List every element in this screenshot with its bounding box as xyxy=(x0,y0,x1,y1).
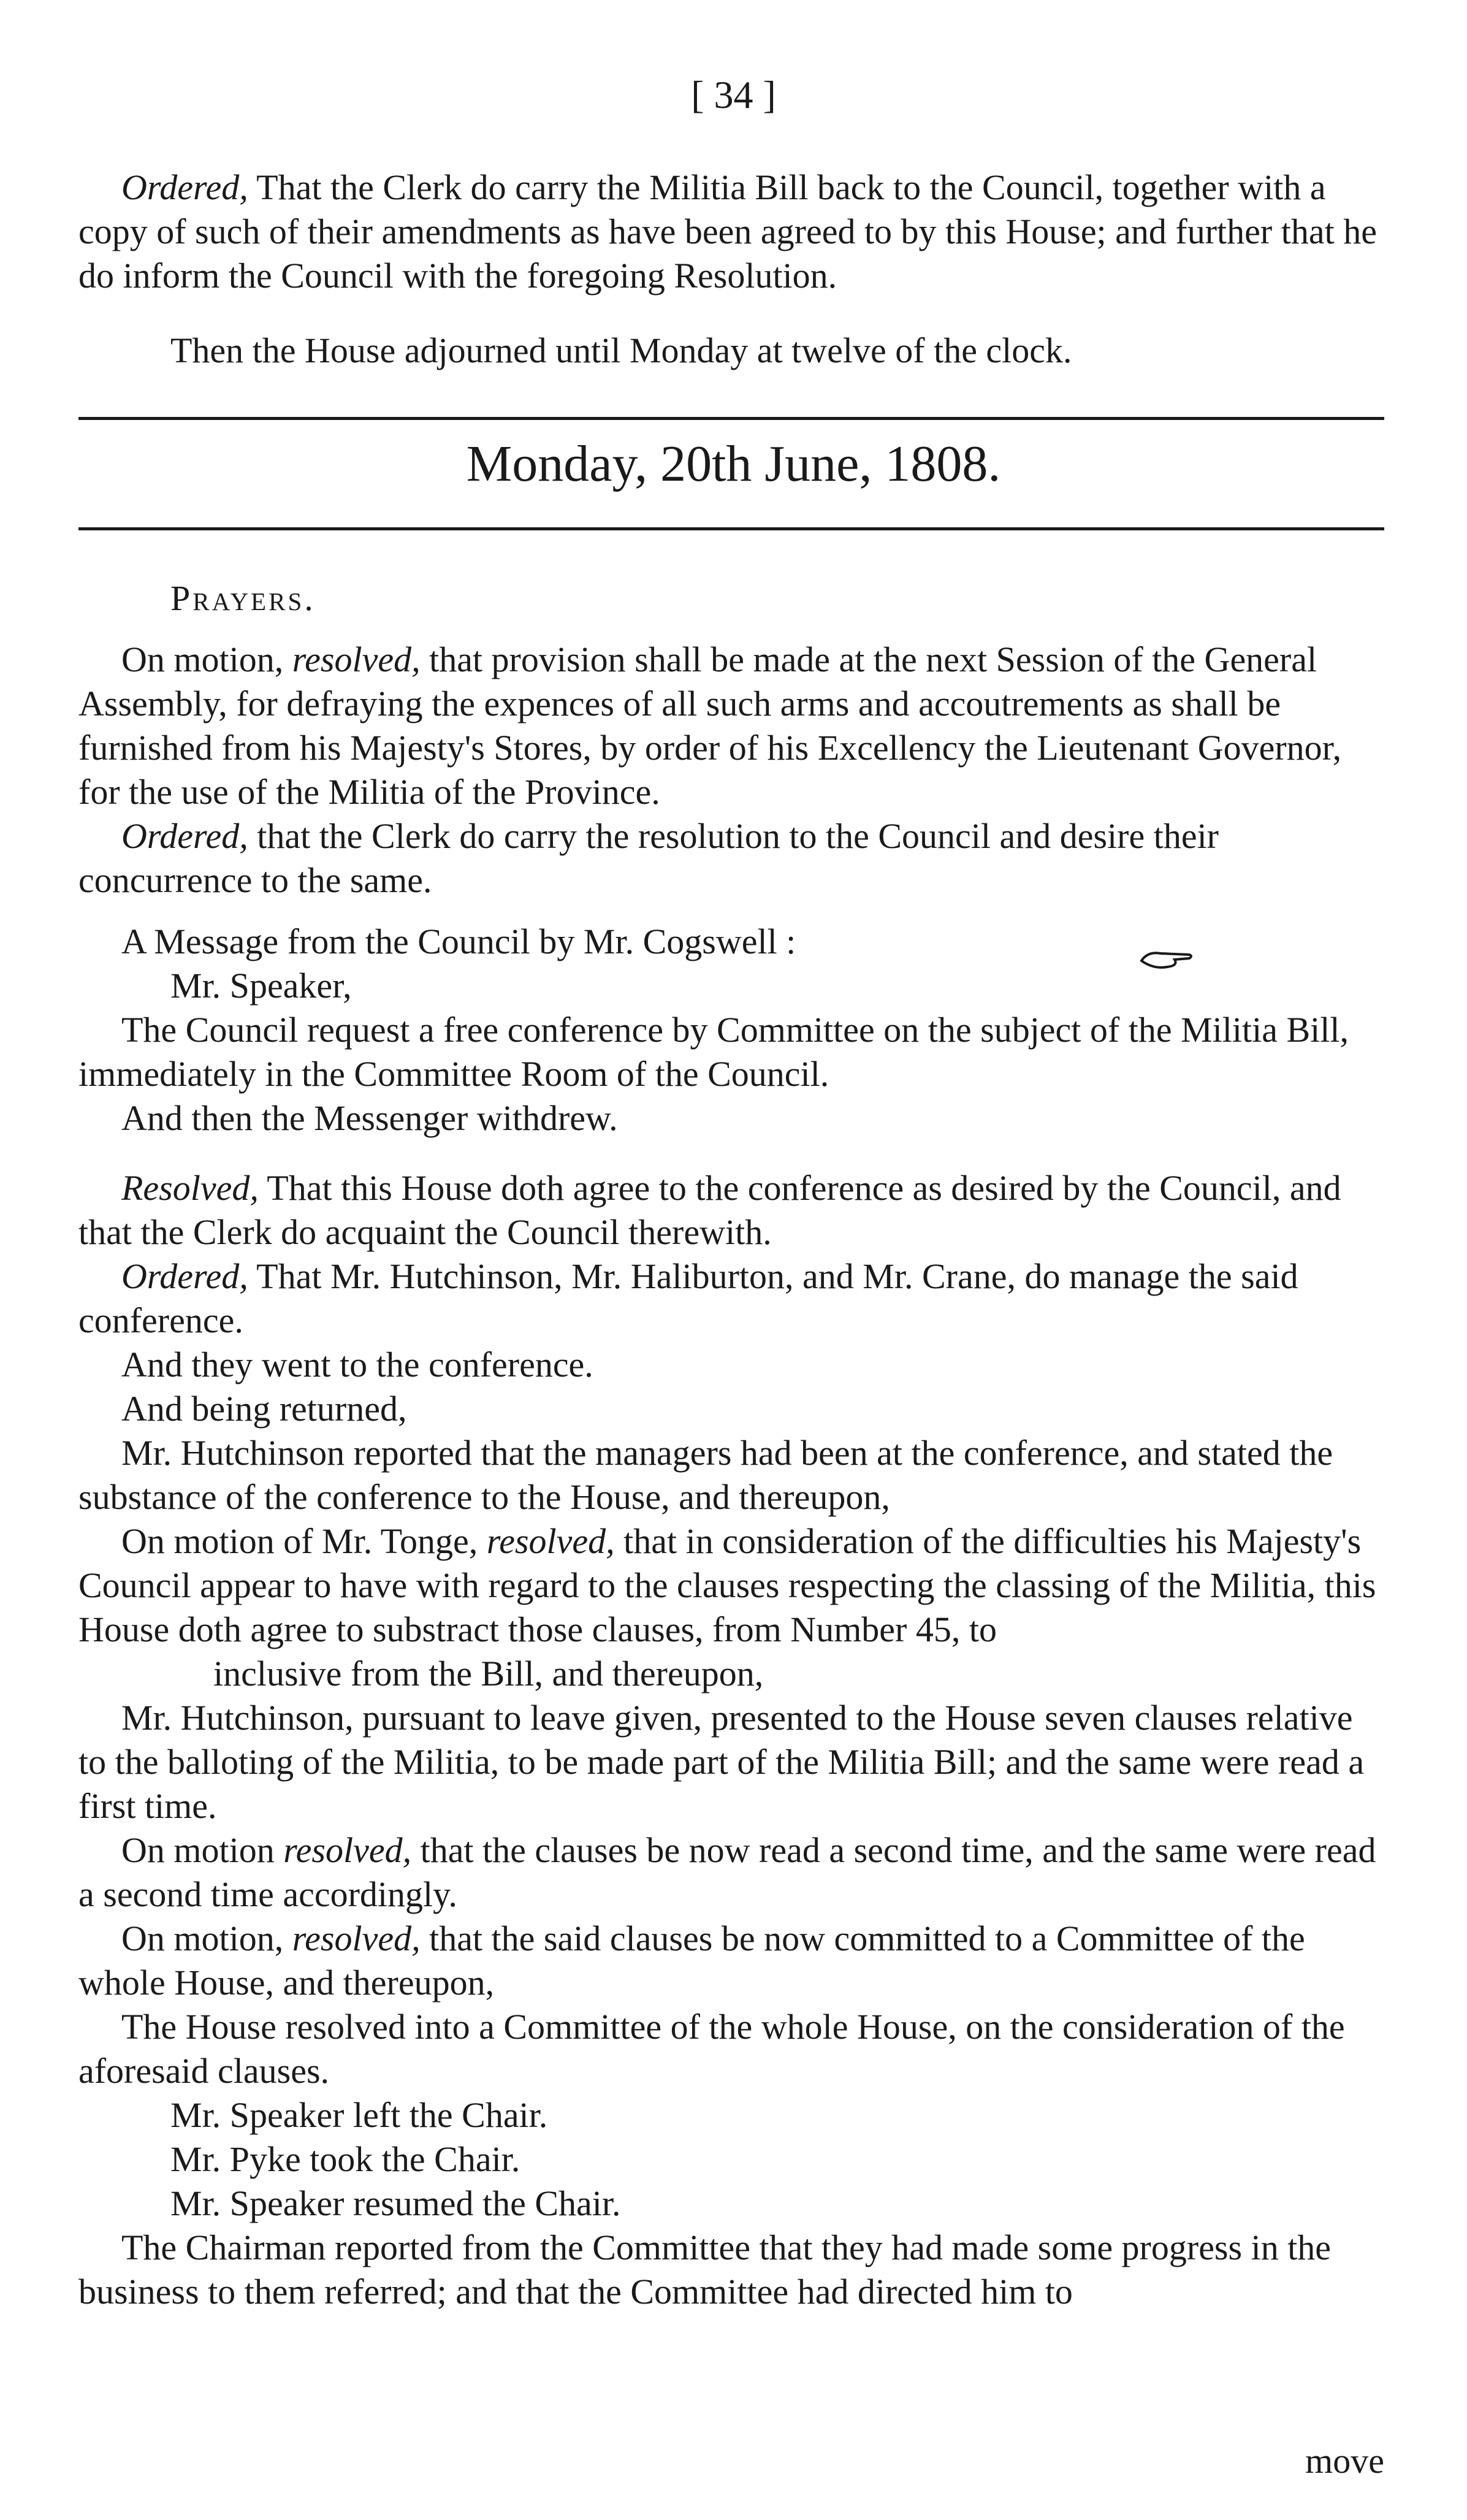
rule-top xyxy=(78,417,1384,420)
speaker-resumed-line: Mr. Speaker resumed the Chair. xyxy=(170,2183,621,2223)
resolved-conference-paragraph: Resolved, That this House doth agree to the conference as desired by the Council, and that the Clerk do acquaint the Council therewith. xyxy=(78,1168,1341,1252)
managers-paragraph: Ordered, That Mr. Hutchinson, Mr. Haliburton, and Mr. Crane, do manage the said conference. xyxy=(78,1256,1298,1340)
date-heading: Monday, 20th June, 1808. xyxy=(466,435,1001,492)
rule-bottom xyxy=(78,527,1384,530)
speaker-left-line: Mr. Speaker left the Chair. xyxy=(170,2095,548,2135)
went-line: And they went to the conference. xyxy=(121,1345,593,1384)
ordered-resolution-paragraph: Ordered, that the Clerk do carry the resolution to the Council and desire their concurrence to the same. xyxy=(78,816,1219,900)
message-body: The Council request a free conference by Committee on the subject of the Militia Bill, immediately in the Committee Room of the Council. xyxy=(78,1010,1349,1094)
catchword: move xyxy=(1305,2441,1384,2481)
ordered-text: That the Clerk do carry the Militia Bill back to the Council, together with a copy of such of their amendments as have been agreed to by this House; and further that he do inform the Council with the foregoing Resolution. xyxy=(78,167,1377,296)
adjourned-line: Then the House adjourned until Monday at twelve of the clock. xyxy=(170,330,1072,370)
second-reading-paragraph: On motion resolved, that the clauses be now read a second time, and the same were read a second time accordingly. xyxy=(78,1830,1376,1914)
committed-paragraph: On motion, resolved, that the said clauses be now committed to a Committee of the whole House, and thereupon, xyxy=(78,1919,1305,2003)
page-number: [ 34 ] xyxy=(691,73,776,116)
top-section xyxy=(78,166,1384,373)
pyke-line: Mr. Pyke took the Chair. xyxy=(170,2139,520,2179)
message-heading: A Message from the Council by Mr. Cogswell : xyxy=(121,922,796,961)
reported-paragraph: Mr. Hutchinson reported that the managers had been at the conference, and stated the substance of the conference to the House, and thereupon, xyxy=(78,1433,1333,1517)
provision-paragraph: On motion, resolved, that provision shall be made at the next Session of the General Assembly, for defraying the expences of all such arms and accoutrements as shall be furnished from his Majesty's Stores, by order of his Excellency the Lieutenant Governor, for the use of the Militia of the Province. xyxy=(78,640,1342,812)
inclusive-line: inclusive from the Bill, and thereupon, xyxy=(213,1654,764,1693)
message-withdrew: And then the Messenger withdrew. xyxy=(121,1098,618,1138)
resolved-into-paragraph: The House resolved into a Committee of the whole House, on the consideration of the aforesaid clauses. xyxy=(78,2007,1345,2091)
returned-line: And being returned, xyxy=(121,1389,407,1429)
tonge-paragraph: On motion of Mr. Tonge, resolved, that in consideration of the difficulties his Majesty's Council appear to have with regard to the clauses respecting the classing of the Militia, this House doth agree to substract those clauses, from Number 45, to xyxy=(78,1521,1376,1649)
prayers-heading: Prayers. xyxy=(170,578,316,618)
ordered-paragraph xyxy=(78,166,1384,298)
presented-paragraph: Mr. Hutchinson, pursuant to leave given, presented to the House seven clauses relative to the balloting of the Militia, to be made part of the Militia Bill; and the same were read a first time. xyxy=(78,1698,1365,1826)
message-speaker: Mr. Speaker, xyxy=(170,966,352,1006)
ordered-label: Ordered, xyxy=(121,167,248,207)
main-text xyxy=(78,576,1384,2314)
chairman-paragraph: The Chairman reported from the Committee that they had made some progress in the business to them referred; and that the Committee had directed him to xyxy=(78,2228,1332,2312)
